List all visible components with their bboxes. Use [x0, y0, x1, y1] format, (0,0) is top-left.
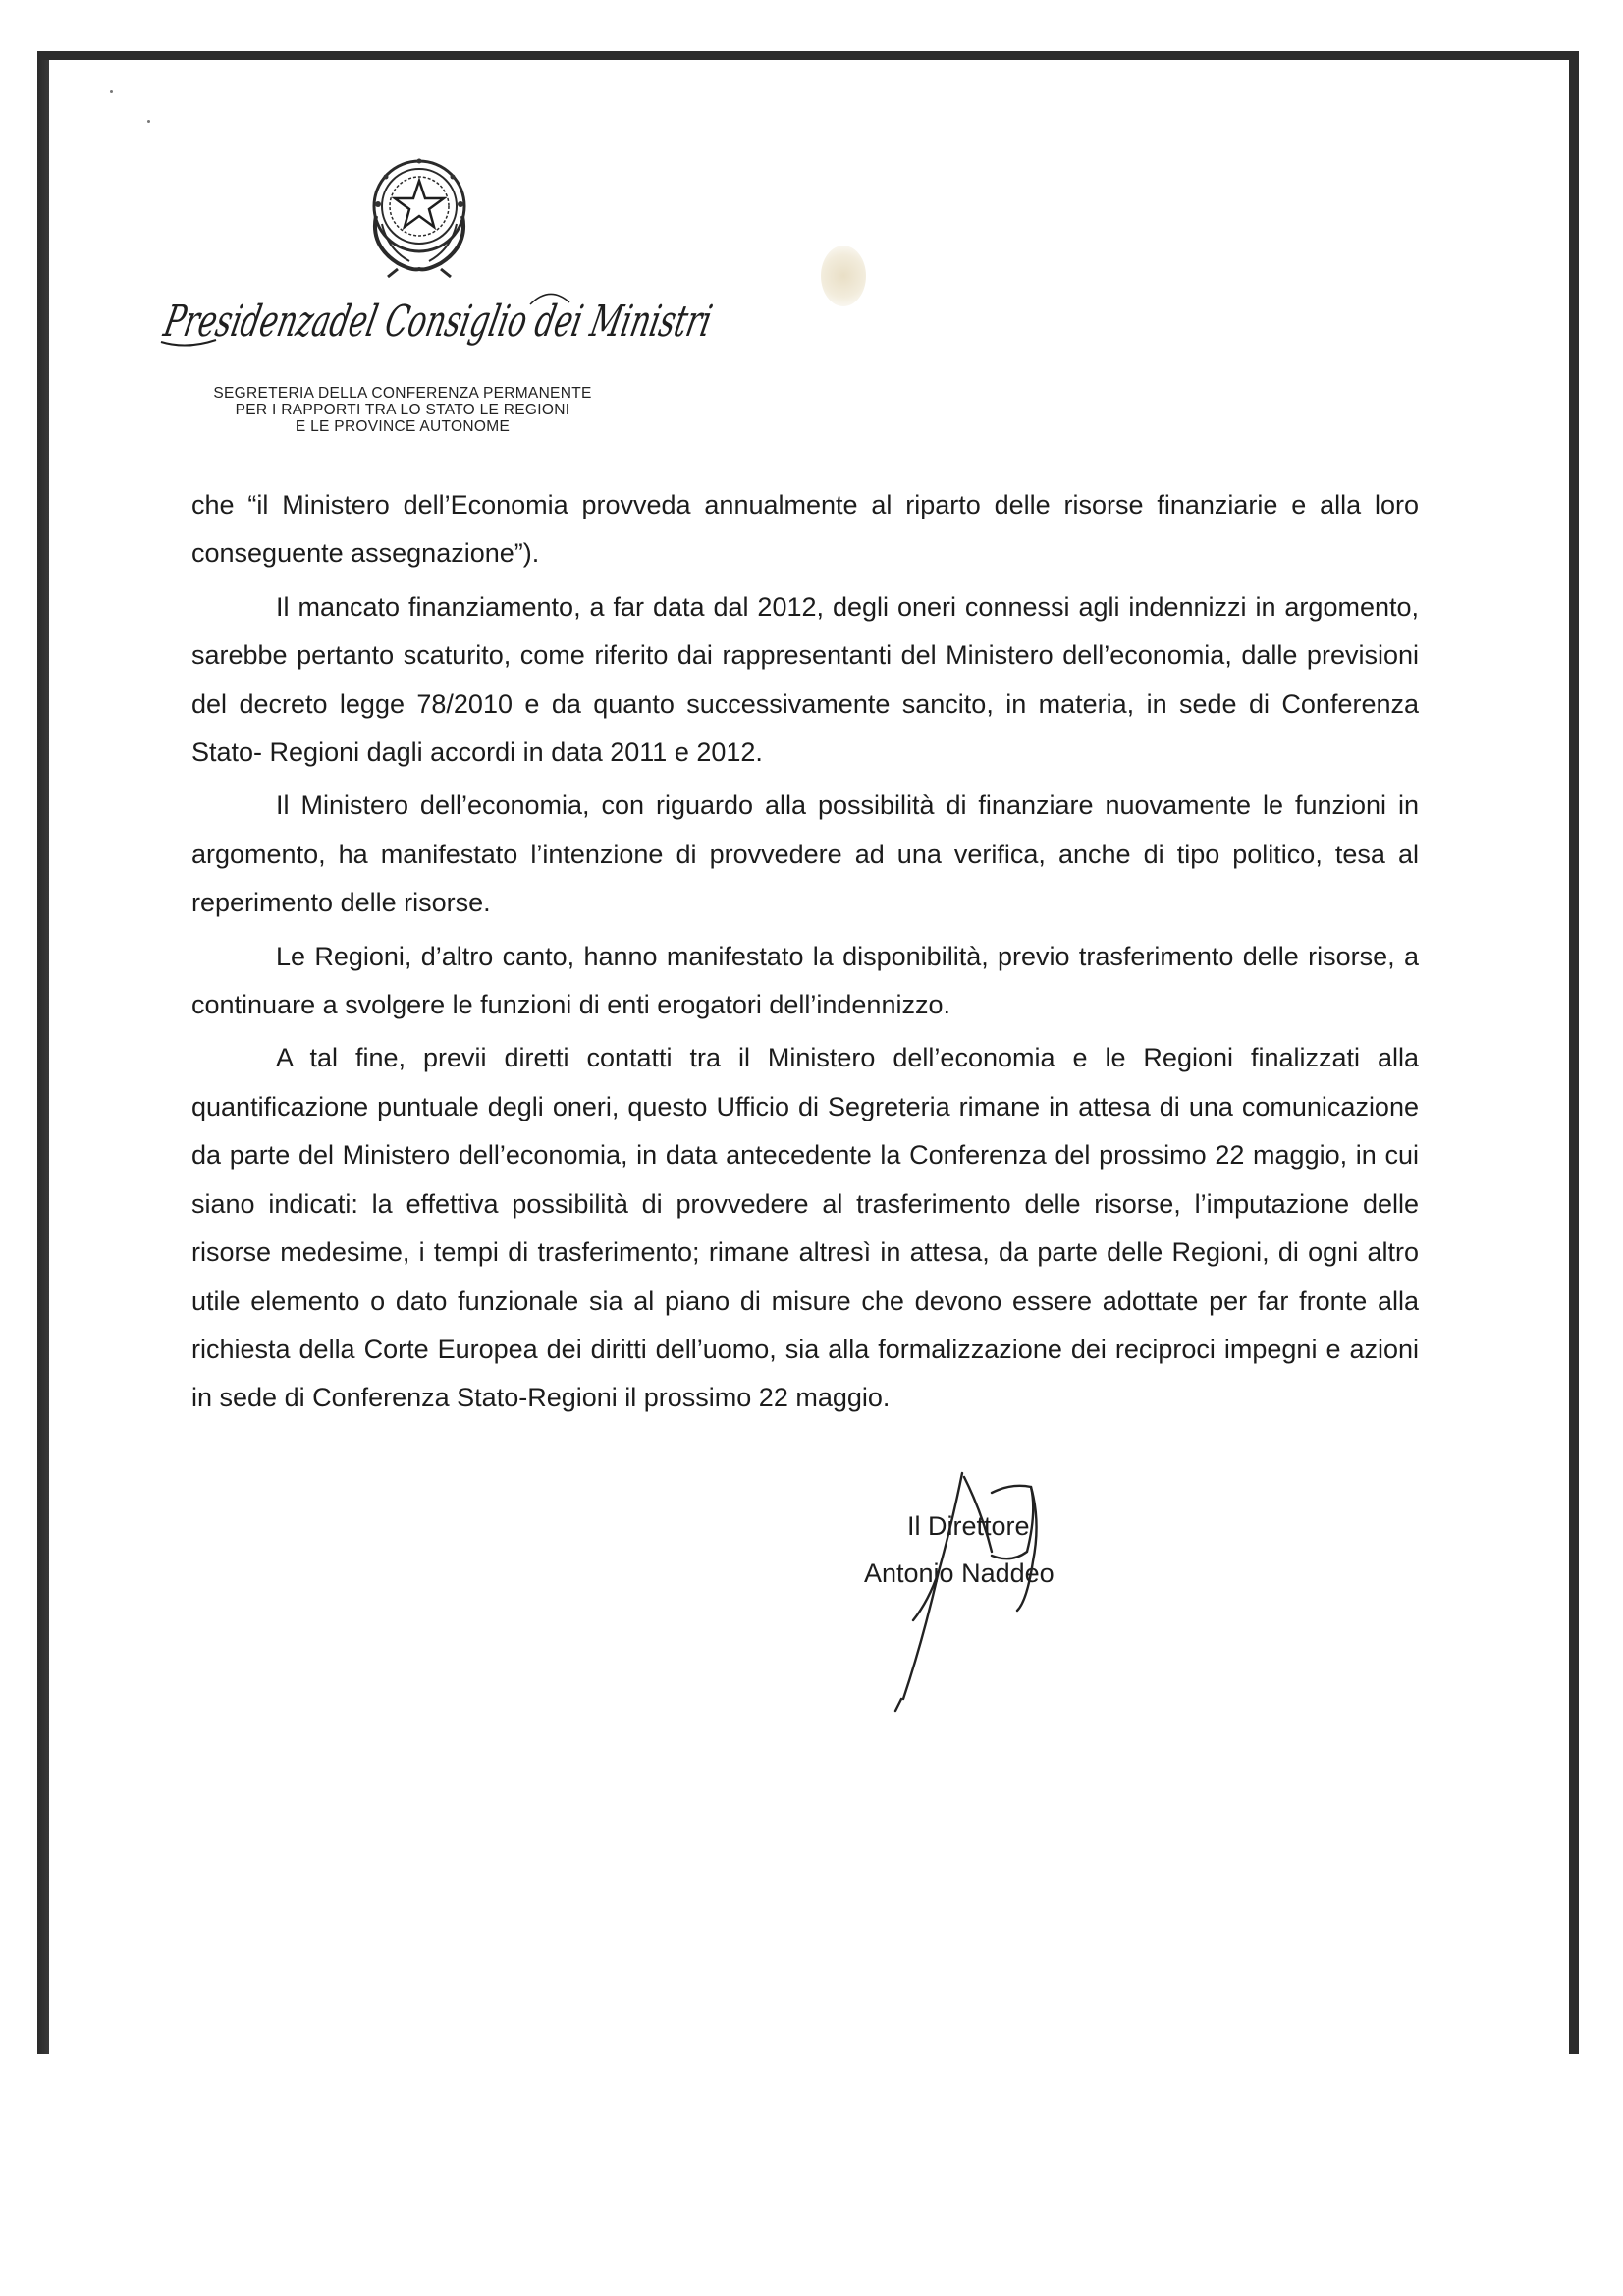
paragraph: che “il Ministero dell’Economia provveda annualmente al riparto delle risorse finanziarie e alla loro conseguente assegnazione”). [191, 490, 1419, 569]
italian-republic-emblem-icon [358, 147, 481, 280]
letterhead-office [167, 385, 638, 435]
institution-script-logo [157, 285, 964, 363]
signatory-name: Antonio Naddeo [864, 1558, 1055, 1588]
signatory-title: Il Direttore [907, 1511, 1030, 1541]
letterhead-line: E LE PROVINCE AUTONOME [295, 418, 511, 435]
paper-stain [821, 246, 866, 306]
handwritten-signature [844, 1453, 1109, 1719]
scan-border-top [37, 51, 1579, 60]
scan-border-left [37, 51, 49, 2054]
paragraph: Il mancato finanziamento, a far data dal 2012, degli oneri connessi agli indennizzi in argomento, sarebbe pertanto scaturito, come riferito dai rappresentanti del Ministero dell’economia, dalle previsioni del decreto legge 78/2010 e da quanto successivamente sancito, in materia, in sede di Conferenza Stato- Regioni dagli accordi in data 2011 e 2012. [191, 591, 1419, 768]
scan-speck [110, 90, 113, 93]
letterhead-line: SEGRETERIA DELLA CONFERENZA PERMANENTE [213, 385, 592, 402]
letter-body [191, 481, 1419, 1423]
paragraph: A tal fine, previi diretti contatti tra il Ministero dell’economia e le Regioni finalizzati alla quantificazione puntuale degli oneri, questo Ufficio di Segreteria rimane in attesa di una comunicazione da parte del Ministero dell’economia, in data antecedente la Conferenza del prossimo 22 maggio, in cui siano indicati: la effettiva possibilità di provvedere al trasferimento delle risorse, l’imputazione delle risorse medesime, i tempi di trasferimento; rimane altresì in attesa, da parte delle Regioni, di ogni altro utile elemento o dato funzionale sia al piano di misure che devono essere adottate per far fronte alla richiesta della Corte Europea dei diritti dell’uomo, sia alla formalizzazione dei reciproci impegni e azioni in sede di Conferenza Stato-Regioni il prossimo 22 maggio. [191, 1043, 1419, 1413]
letterhead-line: PER I RAPPORTI TRA LO STATO LE REGIONI [235, 402, 570, 418]
paragraph: Le Regioni, d’altro canto, hanno manifestato la disponibilità, previo trasferimento delle risorse, a continuare a svolgere le funzioni di enti erogatori dell’indennizzo. [191, 941, 1419, 1020]
paragraph: Il Ministero dell’economia, con riguardo alla possibilità di finanziare nuovamente le funzioni in argomento, ha manifestato l’intenzione di provvedere ad una verifica, anche di tipo politico, tesa al reperimento delle risorse. [191, 791, 1419, 918]
svg-text:Presidenzadel Consiglio dei Mi: Presidenzadel Consiglio dei Ministri [159, 297, 964, 347]
scan-border-right [1569, 59, 1579, 2054]
scan-speck [147, 120, 150, 123]
